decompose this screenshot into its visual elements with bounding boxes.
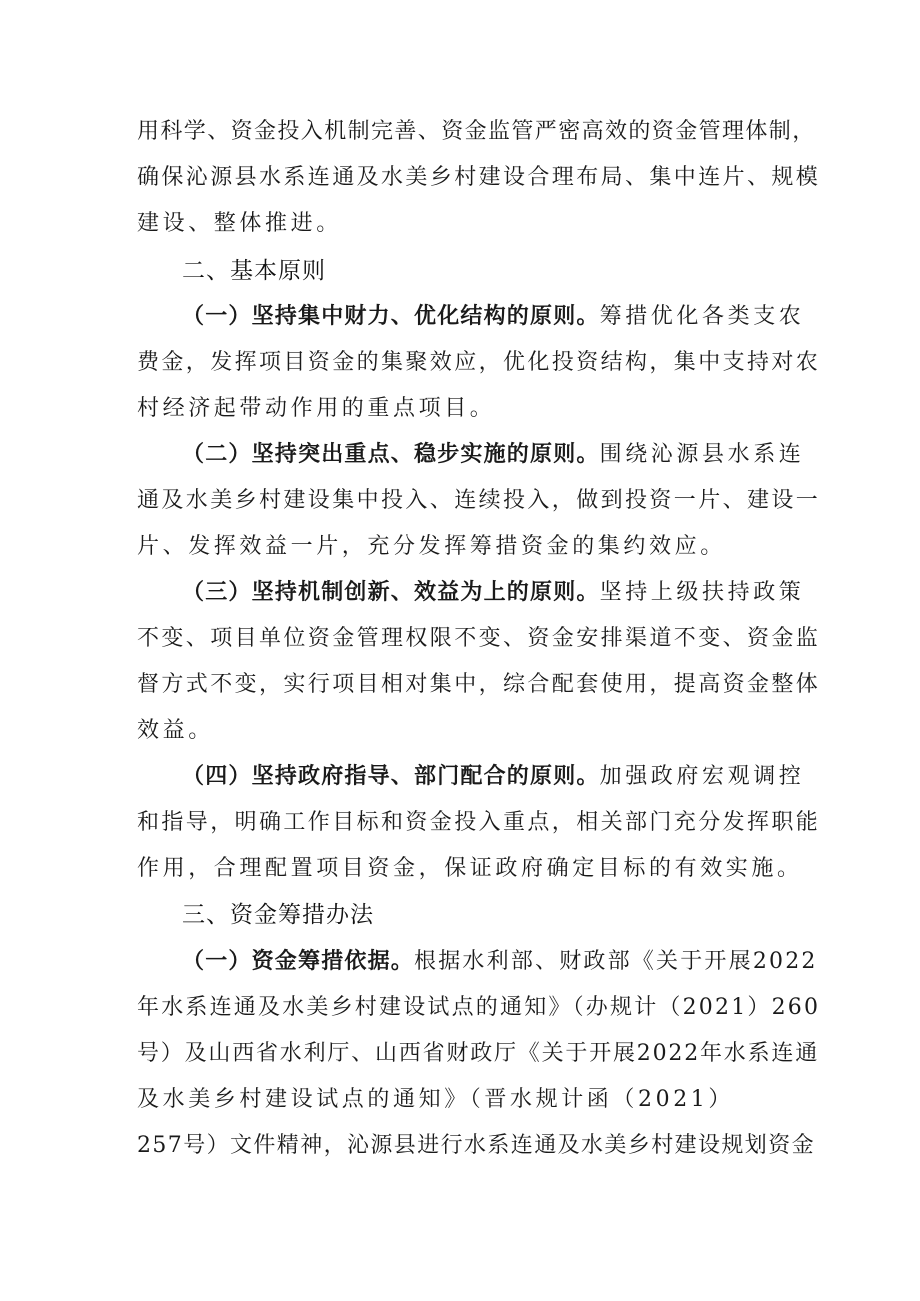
principle-1-title: （一）坚持集中财力、优化结构的原则。	[182, 304, 600, 329]
body-line-23: 257号）文件精神，沁源县进行水系连通及水美乡村建设规划资金	[137, 1133, 815, 1158]
funding-basis-title: （一）资金筹措依据。	[182, 949, 415, 974]
body-line-22: 及水美乡村建设试点的通知》（晋水规计函（2021）	[137, 1087, 734, 1112]
principle-1-line-1: （一）坚持集中财力、优化结构的原则。筹措优化各类支农	[182, 304, 805, 329]
body-line-20: 年水系连通及水美乡村建设试点的通知》（办规计（2021）260	[137, 995, 821, 1020]
body-line-9: 通及水美乡村建设集中投入、连续投入，做到投资一片、建设一	[137, 488, 821, 513]
funding-basis-line-1: （一）资金筹措依据。根据水利部、财政部《关于开展2022	[182, 949, 818, 974]
principle-4-line-1: （四）坚持政府指导、部门配合的原则。加强政府宏观调控	[182, 764, 805, 789]
body-line-1: 用科学、资金投入机制完善、资金监管严密高效的资金管理体制，	[137, 119, 816, 144]
principle-3-title: （三）坚持机制创新、效益为上的原则。	[182, 580, 600, 605]
body-line-16: 和指导，明确工作目标和资金投入重点，相关部门充分发挥职能	[137, 810, 821, 835]
body-line-3: 建设、整体推进。	[137, 211, 342, 236]
body-line-2: 确保沁源县水系连通及水美乡村建设合理布局、集中连片、规模	[137, 165, 821, 190]
principle-2-line-1: （二）坚持突出重点、稳步实施的原则。围绕沁源县水系连	[182, 442, 805, 467]
body-line-21: 号）及山西省水利厅、山西省财政厅《关于开展2022年水系连通	[137, 1041, 819, 1066]
principle-2-title: （二）坚持突出重点、稳步实施的原则。	[182, 442, 600, 467]
body-line-6: 费金，发挥项目资金的集聚效应，优化投资结构，集中支持对农	[137, 350, 821, 375]
body-line-17: 作用，合理配置项目资金，保证政府确定目标的有效实施。	[137, 856, 803, 881]
body-line-7: 村经济起带动作用的重点项目。	[137, 396, 496, 421]
principle-4-title: （四）坚持政府指导、部门配合的原则。	[182, 764, 600, 789]
body-line-13: 督方式不变，实行项目相对集中，综合配套使用，提高资金整体	[137, 672, 821, 697]
section-heading-funding-methods: 三、资金筹措办法	[182, 902, 374, 928]
body-line-10: 片、发挥效益一片，充分发挥筹措资金的集约效应。	[137, 534, 726, 559]
body-line-12: 不变、项目单位资金管理权限不变、资金安排渠道不变、资金监	[137, 626, 821, 651]
body-line-14: 效益。	[137, 718, 214, 743]
section-heading-basic-principles: 二、基本原则	[182, 258, 326, 284]
principle-3-line-1: （三）坚持机制创新、效益为上的原则。坚持上级扶持政策	[182, 580, 805, 605]
